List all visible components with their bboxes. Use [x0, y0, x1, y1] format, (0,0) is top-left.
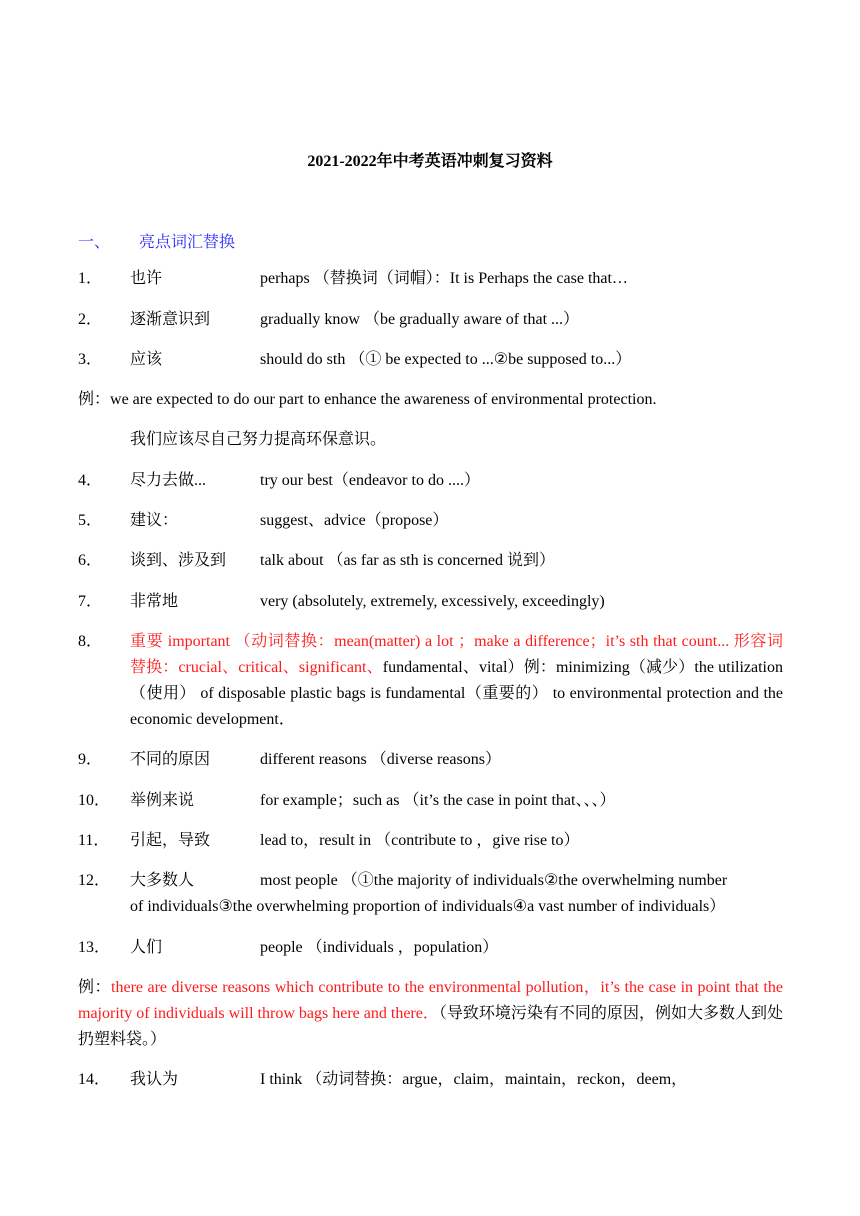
item-chinese: 逐渐意识到: [130, 311, 211, 328]
item-number: 6．: [78, 552, 103, 569]
example-english-highlight: there are diverse reasons which contribute to the environmental pollution，it’s the case in point that the majority of individuals will throw bags here and there．: [78, 979, 783, 1022]
item-number: 3．: [78, 351, 103, 368]
item-number: 7．: [78, 593, 103, 610]
item-chinese: 应该: [130, 351, 163, 368]
item-english-continued: of individuals③the overwhelming proportion of individuals④a vast number of individuals）: [130, 898, 726, 915]
item-number: 12．: [78, 872, 111, 889]
item-number: 11．: [78, 832, 110, 849]
item-8-text: fundamental、vital）例：minimizing（减少）the utilization（使用） of disposable plastic bags is fundamental（重要的） to environmental protection and the economic development．: [130, 659, 783, 728]
item-chinese: 人们: [130, 939, 163, 956]
item-english: lead to，result in （contribute to ，give rise to）: [260, 832, 580, 849]
example-sentence: [78, 387, 783, 413]
item-number: 8．: [78, 633, 103, 650]
section-heading: [78, 229, 235, 252]
item-english: for example；such as （it’s the case in point that、、、）: [260, 792, 616, 809]
item-number: 9．: [78, 751, 103, 768]
item-number: 5．: [78, 512, 103, 529]
item-number: 4．: [78, 472, 103, 489]
example-translation: 我们应该尽自己努力提高环保意识。: [130, 431, 387, 448]
item-chinese: 我认为: [130, 1071, 179, 1088]
item-english: people （individuals ，population）: [260, 939, 499, 956]
item-english: should do sth （① be expected to ...②be supposed to...）: [260, 351, 632, 368]
section-label: 亮点词汇替换: [139, 234, 236, 251]
item-english: I think （动词替换：argue，claim，maintain，reckon，deem，: [260, 1071, 688, 1088]
item-8-highlight: 重要 important （动词替换：mean(matter) a lot ；make a difference；it’s sth that count... 形容词替换：crucial、critical、significant、: [130, 633, 783, 676]
item-english: perhaps （替换词（词帽）：It is Perhaps the case that…: [260, 270, 628, 287]
item-chinese: 建议：: [130, 512, 179, 529]
example-prefix: 例：: [78, 391, 111, 408]
item-chinese: 举例来说: [130, 792, 195, 809]
item-english: try our best（endeavor to do ....）: [260, 472, 480, 489]
item-number: 14．: [78, 1071, 111, 1088]
item-chinese: 不同的原因: [130, 751, 211, 768]
item-english: very (absolutely, extremely, excessively, exceedingly): [260, 593, 605, 610]
item-number: 13．: [78, 939, 111, 956]
example-prefix: 例：: [78, 979, 112, 996]
item-chinese: 非常地: [130, 593, 179, 610]
item-english: most people （①the majority of individuals②the overwhelming number: [260, 872, 728, 889]
item-number: 2．: [78, 311, 103, 328]
example-english: we are expected to do our part to enhance the awareness of environmental protection.: [110, 391, 657, 408]
item-chinese: 引起，导致: [130, 832, 211, 849]
item-english: different reasons （diverse reasons）: [260, 751, 501, 768]
item-english: talk about （as far as sth is concerned 说到）: [260, 552, 556, 569]
example-translation: （导致环境污染有不同的原因，例如大多数人到处扔塑料袋。）: [78, 1005, 783, 1048]
item-chinese: 尽力去做...: [130, 472, 207, 489]
item-english: suggest、advice（propose）: [260, 512, 449, 529]
document-title: 2021-2022年中考英语冲刺复习资料: [307, 153, 553, 170]
item-number: 10．: [78, 792, 111, 809]
item-english: gradually know （be gradually aware of that ...）: [260, 311, 580, 328]
item-8-body: [130, 629, 783, 733]
example-paragraph: [78, 975, 783, 1053]
item-chinese: 也许: [130, 270, 163, 287]
section-number: 一、: [78, 234, 111, 251]
item-chinese: 谈到、涉及到: [130, 552, 227, 569]
item-chinese: 大多数人: [130, 872, 195, 889]
item-number: 1．: [78, 270, 103, 287]
list-item-important: [78, 629, 783, 733]
